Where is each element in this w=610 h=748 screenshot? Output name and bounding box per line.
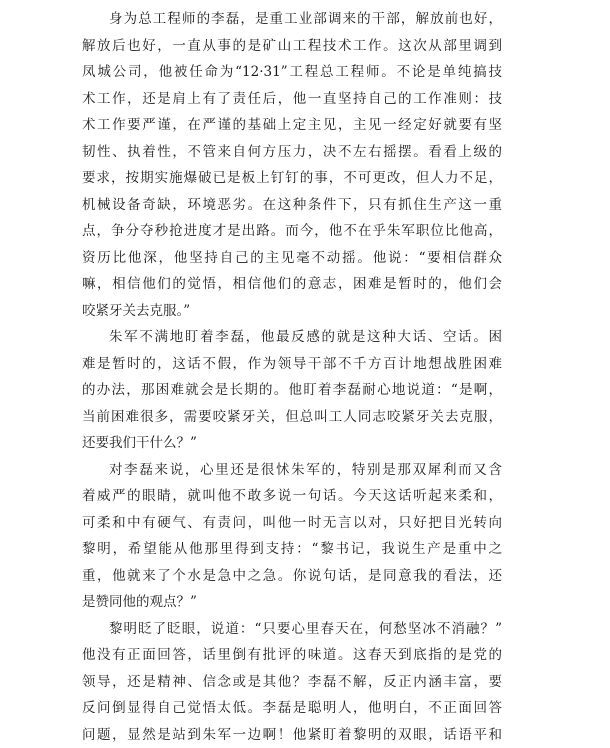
text-line: 身为总工程师的李磊，是重工业部调来的干部，解放前也好， xyxy=(82,6,502,33)
text-line: 着威严的眼睛，就叫他不敢多说一句话。今天这话听起来柔和， xyxy=(82,483,502,510)
paragraph-1 xyxy=(82,6,502,324)
text-line: 术工作要严谨，在严谨的基础上定主见，主见一经定好就要有坚 xyxy=(82,112,502,139)
text-line: 韧性、执着性，不管来自何方压力，决不左右摇摆。看看上级的 xyxy=(82,139,502,166)
text-line: 黎明眨了眨眼，说道：“只要心里春天在，何愁坚冰不消融？” xyxy=(82,616,502,643)
text-line: 咬紧牙关去克服。” xyxy=(82,298,502,325)
text-line: 反问倒显得自己觉悟太低。李磊是聪明人，他明白，不正面回答 xyxy=(82,695,502,722)
paragraph-2 xyxy=(82,324,502,457)
text-line: 他没有正面回答，话里倒有批评的味道。这春天到底指的是党的 xyxy=(82,642,502,669)
text-line: 领导，还是精神、信念或是其他？李磊不解，反正内涵丰富，要 xyxy=(82,669,502,696)
text-line: 嘛，相信他们的觉悟，相信他们的意志，困难是暂时的，他们会 xyxy=(82,271,502,298)
text-line: 可柔和中有硬气、有责问，叫他一时无言以对，只好把目光转向 xyxy=(82,510,502,537)
text-line: 凤城公司，他被任命为“12·31”工程总工程师。不论是单纯搞技 xyxy=(82,59,502,86)
text-line: 术工作，还是肩上有了责任后，他一直坚持自己的工作准则：技 xyxy=(82,86,502,113)
text-line: 问题，显然是站到朱军一边啊！他紧盯着黎明的双眼，话语平和 xyxy=(82,722,502,748)
paragraph-4 xyxy=(82,616,502,748)
text-line: 资历比他深，他坚持自己的主见毫不动摇。他说：“要相信群众 xyxy=(82,245,502,272)
text-line: 重，他就来了个水是急中之急。你说句话，是同意我的看法，还 xyxy=(82,563,502,590)
paragraph-3 xyxy=(82,457,502,616)
text-line: 要求，按期实施爆破已是板上钉钉的事，不可更改，但人力不足， xyxy=(82,165,502,192)
text-line: 点，争分夺秒抢进度才是出路。而今，他不在乎朱军职位比他高， xyxy=(82,218,502,245)
text-line: 难是暂时的，这话不假，作为领导干部不千方百计地想战胜困难 xyxy=(82,351,502,378)
text-line: 朱军不满地盯着李磊，他最反感的就是这种大话、空话。困 xyxy=(82,324,502,351)
text-line: 黎明，希望能从他那里得到支持：“黎书记，我说生产是重中之 xyxy=(82,536,502,563)
text-line: 对李磊来说，心里还是很怵朱军的，特别是那双犀利而又含 xyxy=(82,457,502,484)
text-line: 的办法，那困难就会是长期的。他盯着李磊耐心地说道：“是啊， xyxy=(82,377,502,404)
text-line: 当前困难很多，需要咬紧牙关，但总叫工人同志咬紧牙关去克服， xyxy=(82,404,502,431)
text-line: 还要我们干什么？” xyxy=(82,430,502,457)
text-line: 解放后也好，一直从事的是矿山工程技术工作。这次从部里调到 xyxy=(82,33,502,60)
text-line: 是赞同他的观点？” xyxy=(82,589,502,616)
document-page xyxy=(82,6,502,748)
text-line: 机械设备奇缺，环境恶劣。在这种条件下，只有抓住生产这一重 xyxy=(82,192,502,219)
